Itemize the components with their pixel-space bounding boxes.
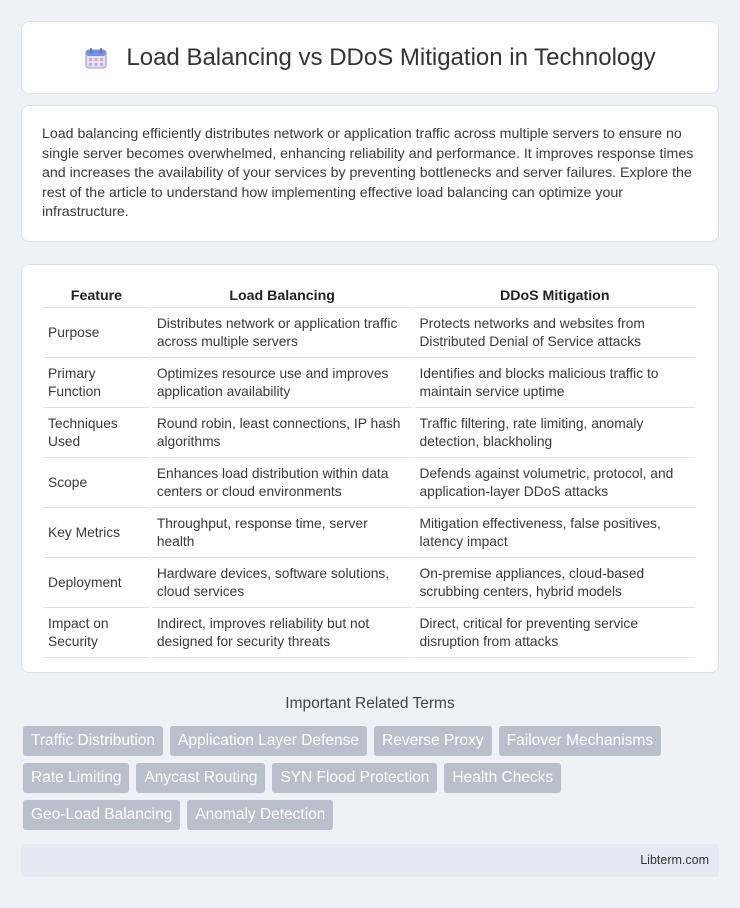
comparison-table [41,284,697,658]
footer-site-link[interactable]: Libterm.com [640,853,709,867]
load-balancing-cell: Indirect, improves reliability but not designed for security threats [152,608,413,658]
ddos-mitigation-cell: Defends against volumetric, protocol, and application-layer DDoS attacks [414,458,695,508]
load-balancing-cell: Distributes network or application traffic across multiple servers [152,308,413,358]
header-card [21,21,719,94]
tag-row [23,763,723,793]
load-balancing-cell: Round robin, least connections, IP hash algorithms [152,408,413,458]
tag-anomaly-detection[interactable]: Anomaly Detection [187,800,333,830]
feature-cell: Techniques Used [43,408,150,458]
feature-cell: Purpose [43,308,150,358]
related-terms-title: Important Related Terms [285,695,455,712]
calendar-icon [84,46,108,70]
ddos-mitigation-cell: Identifies and blocks malicious traffic to maintain service uptime [414,358,695,408]
tag-reverse-proxy[interactable]: Reverse Proxy [374,726,492,756]
ddos-mitigation-cell: Mitigation effectiveness, false positives, latency impact [414,508,695,558]
load-balancing-cell: Optimizes resource use and improves application availability [152,358,413,408]
ddos-mitigation-cell: On-premise appliances, cloud-based scrubbing centers, hybrid models [414,558,695,608]
ddos-mitigation-cell: Direct, critical for preventing service disruption from attacks [414,608,695,658]
tag-geo-load-balancing[interactable]: Geo-Load Balancing [23,800,180,830]
table-row [43,408,695,458]
header-ddos-mitigation: DDoS Mitigation [414,284,695,308]
tag-rate-limiting[interactable]: Rate Limiting [23,763,129,793]
tag-syn-flood-protection[interactable]: SYN Flood Protection [272,763,437,793]
load-balancing-cell: Hardware devices, software solutions, cloud services [152,558,413,608]
feature-cell: Primary Function [43,358,150,408]
feature-cell: Impact on Security [43,608,150,658]
tag-traffic-distribution[interactable]: Traffic Distribution [23,726,163,756]
title-wrap [84,44,655,72]
header-load-balancing: Load Balancing [152,284,413,308]
table-row [43,608,695,658]
tag-health-checks[interactable]: Health Checks [444,763,561,793]
load-balancing-cell: Throughput, response time, server health [152,508,413,558]
table-row [43,358,695,408]
feature-cell: Deployment [43,558,150,608]
comparison-table-card [21,264,719,673]
tag-anycast-routing[interactable]: Anycast Routing [136,763,265,793]
page-title: Load Balancing vs DDoS Mitigation in Technology [126,43,656,71]
header-feature: Feature [43,284,150,308]
table-row [43,458,695,508]
table-row [43,308,695,358]
table-row [43,558,695,608]
table-header-row [43,284,695,308]
tag-application-layer-defense[interactable]: Application Layer Defense [170,726,367,756]
related-terms-tags [23,726,723,837]
tag-failover-mechanisms[interactable]: Failover Mechanisms [499,726,661,756]
feature-cell: Scope [43,458,150,508]
intro-card [21,105,719,242]
tag-row [23,800,723,830]
intro-text: Load balancing efficiently distributes network or application traffic across multiple servers to ensure no single server becomes overwhelmed, enhancing reliability and performance. It improves response times and increases the availability of your services by preventing bottlenecks and server failures. Explore the rest of the article to understand how implementing effective load balancing can optimize your infrastructure. [42,126,694,221]
load-balancing-cell: Enhances load distribution within data centers or cloud environments [152,458,413,508]
table-row [43,508,695,558]
ddos-mitigation-cell: Traffic filtering, rate limiting, anomaly detection, blackholing [414,408,695,458]
ddos-mitigation-cell: Protects networks and websites from Distributed Denial of Service attacks [414,308,695,358]
footer [21,844,719,877]
tag-row [23,726,723,756]
feature-cell: Key Metrics [43,508,150,558]
